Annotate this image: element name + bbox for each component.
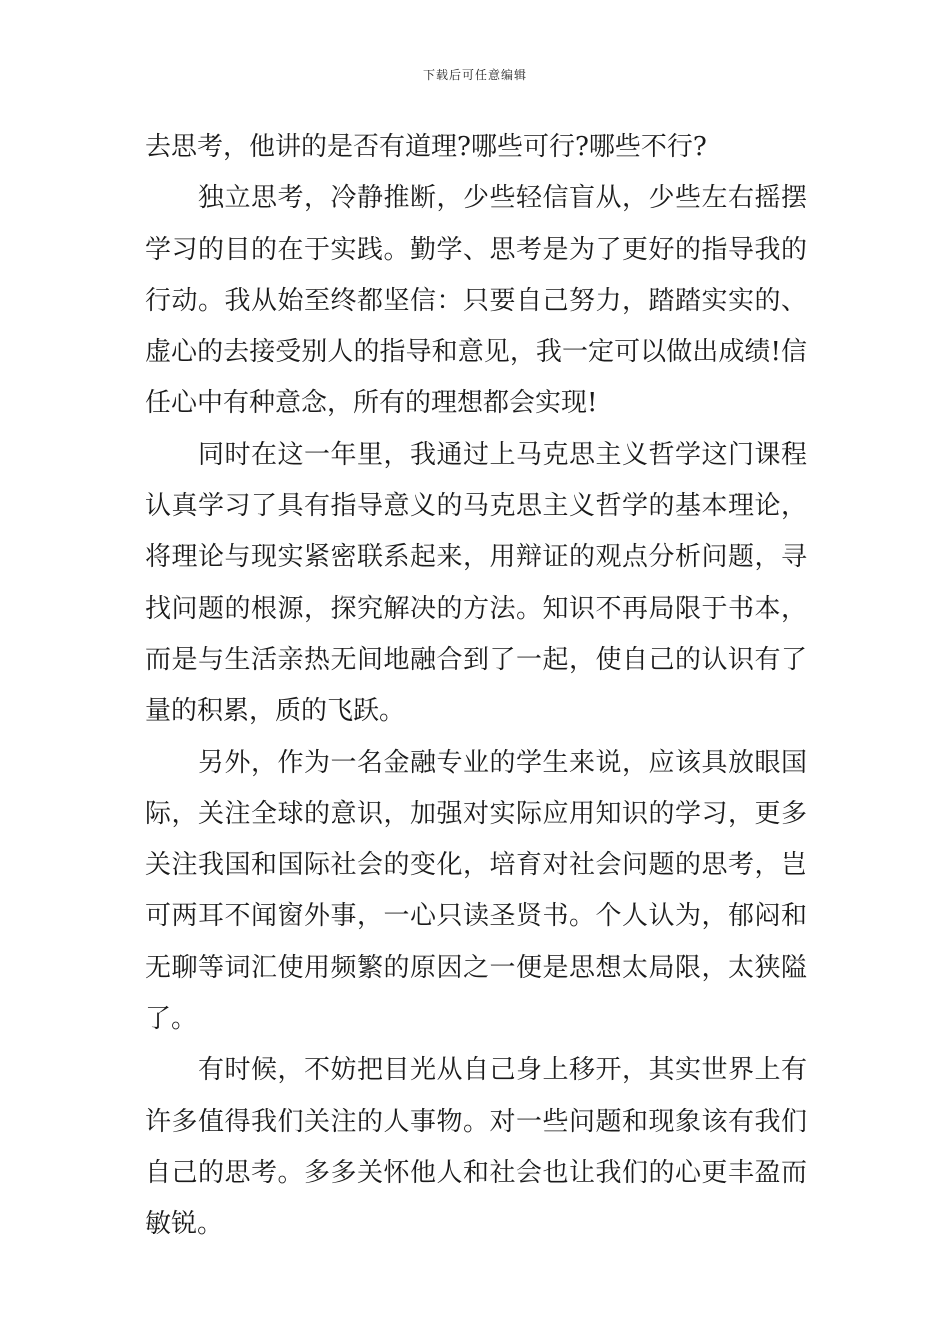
text-line: 自己的思考。多多关怀他人和社会也让我们的心更丰盈而 (145, 1157, 807, 1188)
text-line: 去思考，他讲的是否有道理?哪些可行?哪些不行? (145, 132, 707, 162)
text-line: 有时候，不妨把目光从自己身上移开，其实世界上有 (198, 1055, 807, 1086)
text-line: 而是与生活亲热无间地融合到了一起，使自己的认识有了 (145, 644, 807, 675)
text-line: 任心中有种意念，所有的理想都会实现! (145, 388, 598, 419)
text-line: 行动。我从始至终都坚信：只要自己努力，踏踏实实的、 (145, 285, 807, 316)
text-line: 了。 (145, 1004, 198, 1035)
text-line: 敏锐。 (145, 1209, 224, 1240)
text-line: 无聊等词汇使用频繁的原因之一便是思想太局限，太狭隘 (145, 952, 807, 983)
text-line: 将理论与现实紧密联系起来，用辩证的观点分析问题，寻 (145, 542, 807, 573)
page-header: 下载后可任意编辑 (422, 68, 527, 82)
text-line: 找问题的根源，探究解决的方法。知识不再局限于书本， (145, 593, 807, 624)
text-line: 关注我国和国际社会的变化，培育对社会问题的思考，岂 (145, 850, 807, 881)
text-line: 可两耳不闻窗外事，一心只读圣贤书。个人认为，郁闷和 (145, 901, 807, 932)
text-line: 量的积累，质的飞跃。 (145, 696, 406, 727)
text-line: 际，关注全球的意识，加强对实际应用知识的学习，更多 (145, 798, 807, 829)
text-line: 虚心的去接受别人的指导和意见，我一定可以做出成绩!信 (145, 337, 807, 368)
text-line: 学习的目的在于实践。勤学、思考是为了更好的指导我的 (145, 234, 807, 265)
text-line: 独立思考，冷静推断，少些轻信盲从，少些左右摇摆 (198, 183, 807, 214)
text-line: 另外，作为一名金融专业的学生来说，应该具放眼国 (198, 747, 807, 778)
text-line: 同时在这一年里，我通过上马克思主义哲学这门课程 (198, 439, 807, 470)
text-line: 认真学习了具有指导意义的马克思主义哲学的基本理论， (145, 491, 807, 522)
document-body (145, 122, 807, 1251)
text-line: 许多值得我们关注的人事物。对一些问题和现象该有我们 (145, 1106, 807, 1137)
